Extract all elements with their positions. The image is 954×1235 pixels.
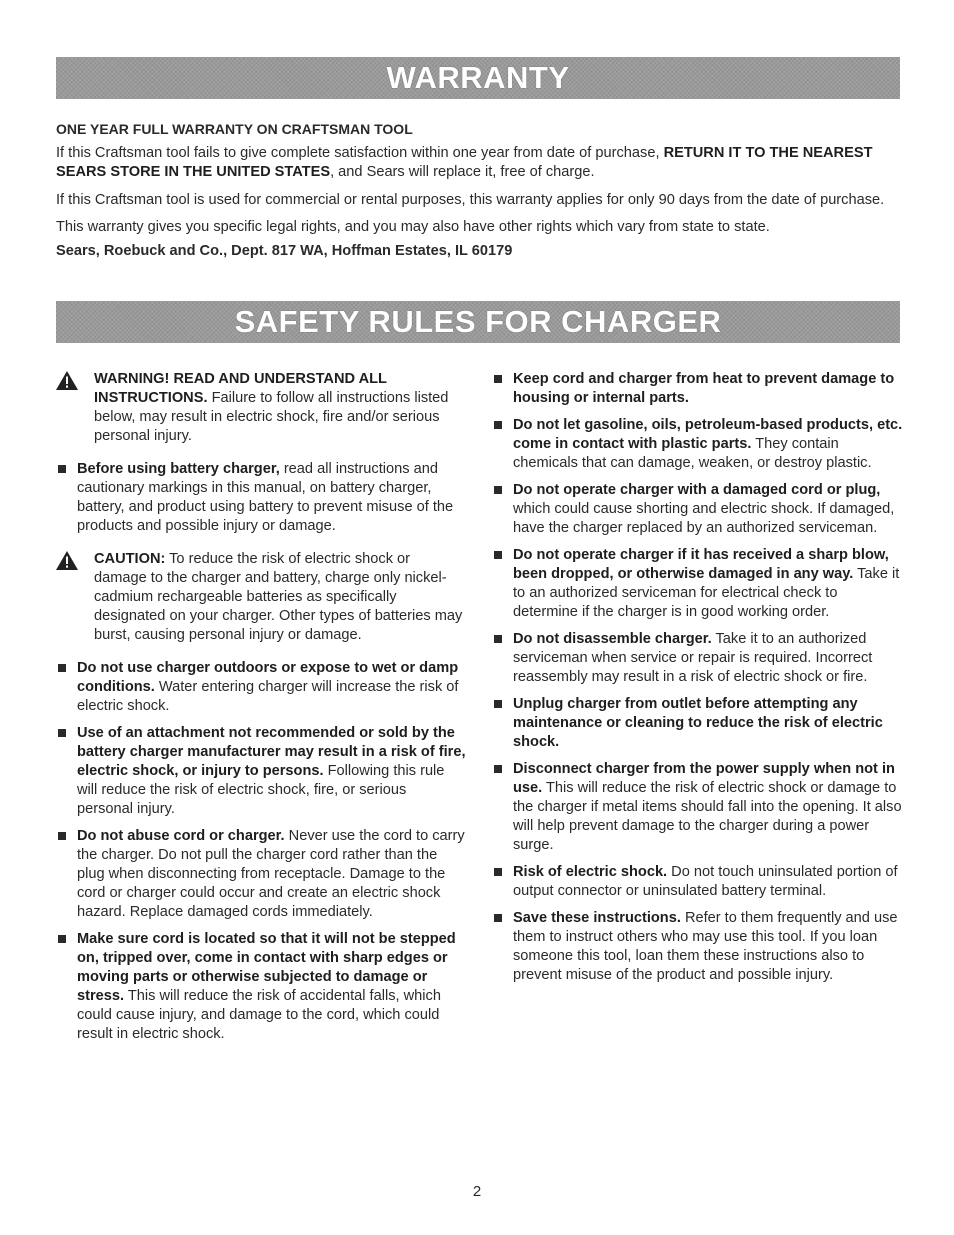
bullet-square-icon — [494, 765, 502, 773]
bullet-square-icon — [494, 551, 502, 559]
caution-block: CAUTION: To reduce the risk of electric shock or damage to the charger and battery, charge only nickel-cadmium rechargeable batteries as specifically designated on your charger. Other types of batteries may burst, causing personal injury or damage. — [56, 550, 466, 645]
bullet-square-icon — [494, 868, 502, 876]
list-item: Do not use charger outdoors or expose to wet or damp conditions. Water entering charger will increase the risk of electric shock. — [56, 659, 466, 716]
list-item: Do not operate charger if it has received a sharp blow, been dropped, or otherwise damaged in any way. Take it to an authorized serviceman for electrical check to determine if the charger is in good working order. — [492, 546, 904, 622]
safety-left-column — [56, 370, 466, 1052]
warning-block: WARNING! READ AND UNDERSTAND ALL INSTRUCTIONS. Failure to follow all instructions listed below, may result in electric shock, fire and/or serious personal injury. — [56, 370, 466, 446]
list-item: Save these instructions. Refer to them frequently and use them to instruct others who may use this tool. If you loan someone this tool, loan them these instructions also to prevent misuse of the product and possible injury. — [492, 909, 904, 985]
bullet-square-icon — [58, 832, 66, 840]
list-item: Risk of electric shock. Do not touch uninsulated portion of output connector or uninsulated battery terminal. — [492, 863, 904, 901]
warranty-paragraph-1: If this Craftsman tool fails to give complete satisfaction within one year from date of purchase, RETURN IT TO THE NEAREST SEARS STORE IN THE UNITED STATES, and Sears will replace it, free of charge. — [56, 144, 873, 180]
bullet-square-icon — [494, 635, 502, 643]
bullet-square-icon — [58, 465, 66, 473]
list-item: Unplug charger from outlet before attempting any maintenance or cleaning to reduce the risk of electric shock. — [492, 695, 904, 752]
list-item: Use of an attachment not recommended or sold by the battery charger manufacturer may result in a risk of fire, electric shock, or injury to persons. Following this rule will reduce the risk of electric shock, fire, or serious personal injury. — [56, 724, 466, 819]
bullet-square-icon — [494, 700, 502, 708]
warranty-title: WARRANTY — [386, 60, 570, 95]
list-item: Do not disassemble charger. Take it to an authorized serviceman when service or repair is required. Incorrect reassembly may result in a risk of electric shock or fire. — [492, 630, 904, 687]
warning-triangle-icon — [56, 371, 78, 390]
bullet-square-icon — [58, 729, 66, 737]
bullet-square-icon — [494, 421, 502, 429]
warranty-address: Sears, Roebuck and Co., Dept. 817 WA, Hoffman Estates, IL 60179 — [56, 242, 513, 259]
safety-banner — [56, 301, 900, 343]
bullet-square-icon — [494, 375, 502, 383]
list-item: Do not operate charger with a damaged cord or plug, which could cause shorting and electric shock. If damaged, have the charger replaced by an authorized serviceman. — [492, 481, 904, 538]
warranty-banner — [56, 57, 900, 99]
warranty-heading: ONE YEAR FULL WARRANTY ON CRAFTSMAN TOOL — [56, 121, 413, 137]
bullet-square-icon — [58, 664, 66, 672]
caution-heading: CAUTION: — [94, 551, 166, 567]
bullet-square-icon — [58, 935, 66, 943]
bullet-square-icon — [494, 486, 502, 494]
page-number: 2 — [472, 1183, 482, 1200]
list-item: Make sure cord is located so that it will not be stepped on, tripped over, come in contact with sharp edges or moving parts or otherwise subjected to damage or stress. This will reduce the risk of accidental falls, which could cause injury, and damage to the cord, which could result in electric shock. — [56, 930, 466, 1044]
safety-right-column — [492, 370, 904, 993]
safety-title: SAFETY RULES FOR CHARGER — [234, 304, 722, 339]
caution-triangle-icon — [56, 551, 78, 570]
warranty-section — [56, 120, 900, 269]
list-item: Do not let gasoline, oils, petroleum-based products, etc. come in contact with plastic parts. They contain chemicals that can damage, weaken, or destroy plastic. — [492, 416, 904, 473]
list-item: Do not abuse cord or charger. Never use the cord to carry the charger. Do not pull the charger cord rather than the plug when disconnecting from receptacle. Damage to the cord or charger could occur and create an electric shock hazard. Replace damaged cords immediately. — [56, 827, 466, 922]
list-item: Keep cord and charger from heat to prevent damage to housing or internal parts. — [492, 370, 904, 408]
list-item: Disconnect charger from the power supply when not in use. This will reduce the risk of electric shock or damage to the charger if metal items should fall into the opening. It also will help prevent damage to the charger during a power surge. — [492, 760, 904, 855]
bullet-square-icon — [494, 914, 502, 922]
warning-heading: WARNING! READ AND UNDERSTAND ALL INSTRUCTIONS. — [94, 371, 387, 406]
warranty-paragraph-2: If this Craftsman tool is used for commercial or rental purposes, this warranty applies for only 90 days from the date of purchase. — [56, 191, 885, 208]
list-item: Before using battery charger, read all instructions and cautionary markings in this manual, on battery charger, battery, and product using battery to prevent misuse of the products and possible injury or damage. — [56, 460, 466, 536]
warranty-paragraph-3: This warranty gives you specific legal rights, and you may also have other rights which vary from state to state. — [56, 219, 770, 235]
